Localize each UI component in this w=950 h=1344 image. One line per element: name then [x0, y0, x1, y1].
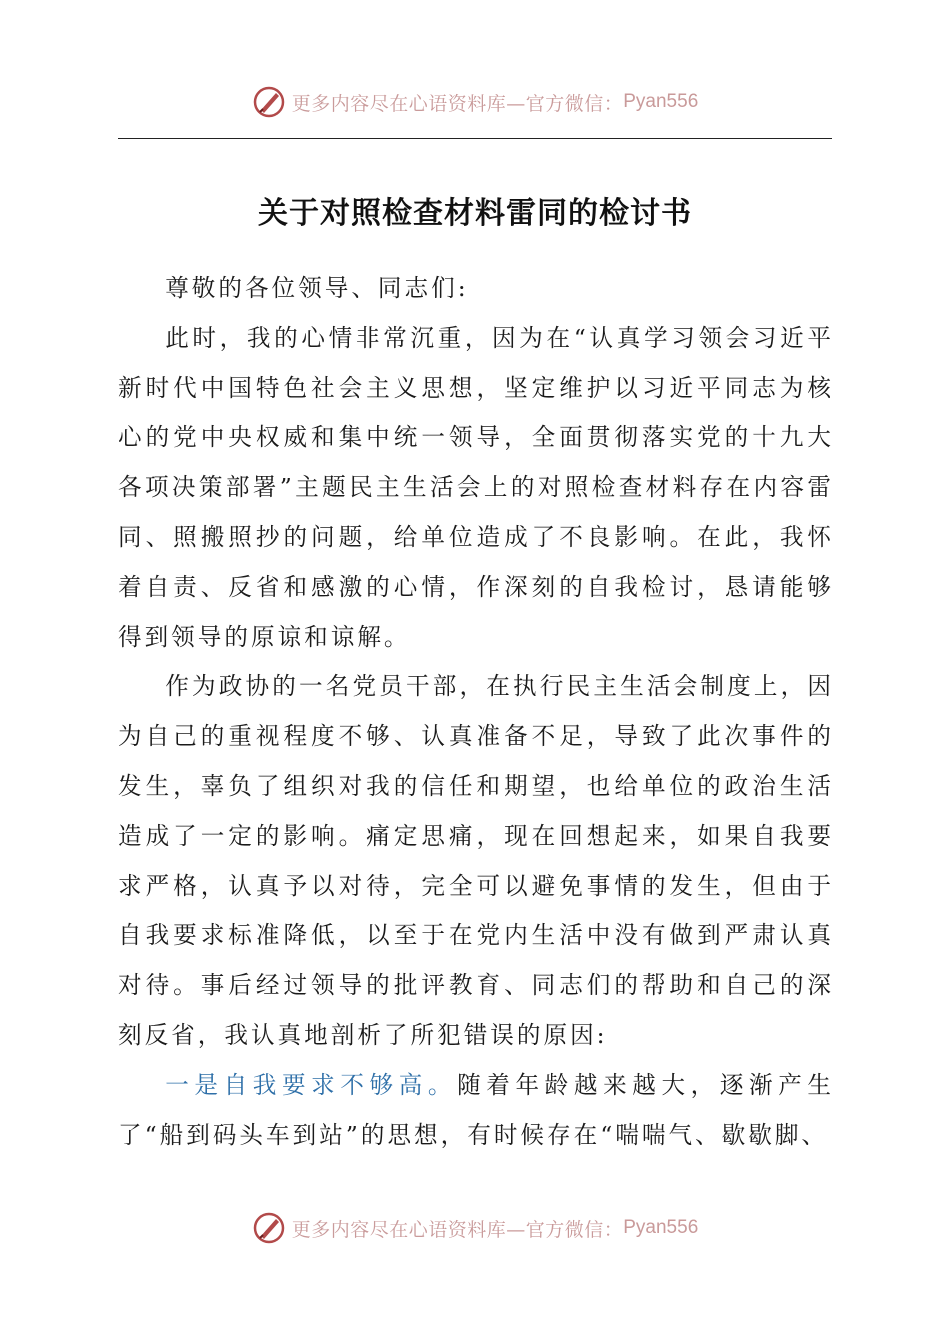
footer-banner [0, 1208, 950, 1248]
paragraph-1: 此时，我的心情非常沉重，因为在“认真学习领会习近平新时代中国特色社会主义思想，坚定维护以习近平同志为核心的党中央权威和集中统一领导，全面贯彻落实党的十九大各项决策部署”主题民主生活会上的对照检查材料存在内容雷同、照搬照抄的问题，给单位造成了不良影响。在此，我怀着自责、反省和感激的心情，作深刻的自我检讨，恳请能够得到领导的原谅和谅解。 [118, 323, 834, 651]
pen-logo-icon [252, 1211, 286, 1245]
header-banner [0, 82, 950, 122]
footer-wechat-id: Pyan556 [623, 1217, 699, 1238]
footer-banner-text: 更多内容尽在心语资料库—官方微信： [291, 1218, 624, 1241]
header-banner-text: 更多内容尽在心语资料库—官方微信： [291, 92, 624, 115]
point-1-heading: 一是自我要求不够高。 [165, 1070, 458, 1099]
header-divider [118, 138, 832, 139]
greeting: 尊敬的各位领导、同志们: [165, 274, 469, 302]
document-title: 关于对照检查材料雷同的检讨书 [258, 196, 692, 231]
point-1-text: 随着年龄越来越大，逐渐产生了“船到码头车到站”的思想，有时候存在“喘喘气、歇歇脚、 [118, 1070, 835, 1149]
header-wechat-id: Pyan556 [623, 91, 699, 112]
paragraph-3 [118, 1061, 834, 1161]
document-body [118, 264, 834, 1160]
paragraph-2: 作为政协的一名党员干部，在执行民主生活会制度上，因为自己的重视程度不够、认真准备不足，导致了此次事件的发生，辜负了组织对我的信任和期望，也给单位的政治生活造成了一定的影响。痛定思痛，现在回想起来，如果自我要求严格，认真予以对待，完全可以避免事情的发生，但由于自我要求标准降低，以至于在党内生活中没有做到严肃认真对待。事后经过领导的批评教育、同志们的帮助和自己的深刻反省，我认真地剖析了所犯错误的原因: [118, 672, 834, 1049]
pen-logo-icon [252, 85, 286, 119]
